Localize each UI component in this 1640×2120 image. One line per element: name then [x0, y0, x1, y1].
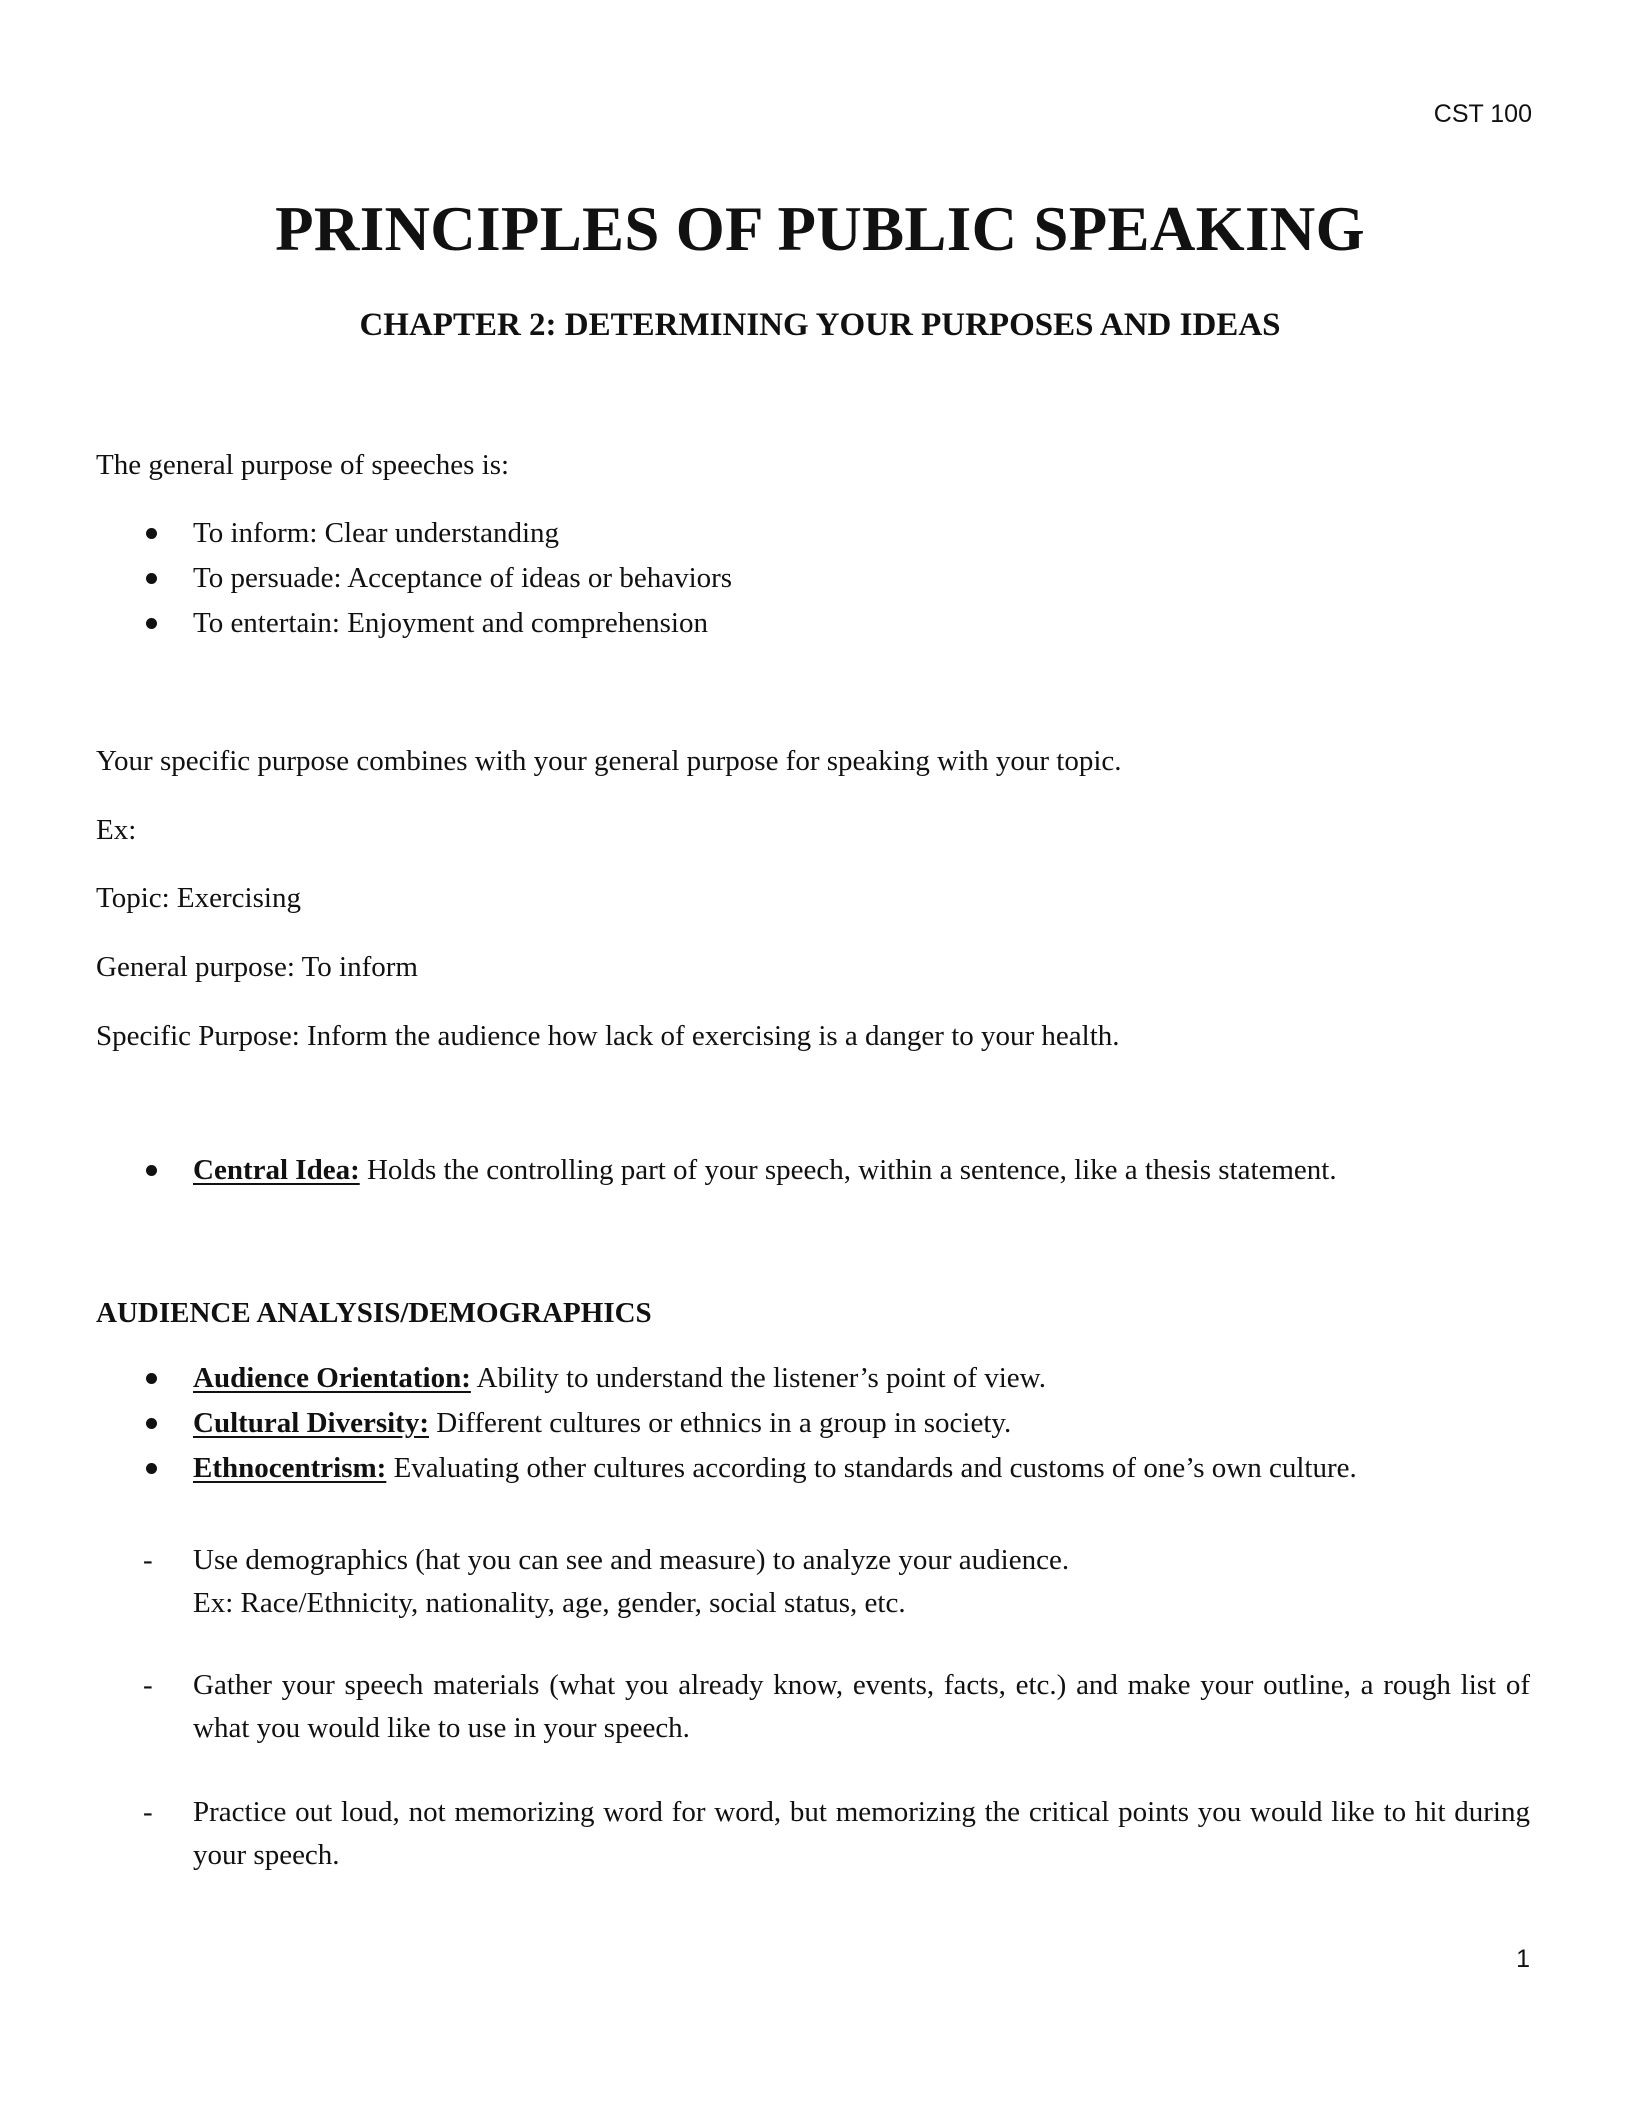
example-specific-purpose: Specific Purpose: Inform the audience how lack of exercising is a danger to your health.: [96, 1020, 1120, 1052]
term-definition: Holds the controlling part of your speech, within a sentence, like a thesis statement.: [359, 1154, 1337, 1186]
bullet-icon: [146, 1373, 157, 1384]
term-label: Ethnocentrism:: [193, 1452, 387, 1484]
bullet-icon: [146, 1165, 157, 1176]
list-item-text: To inform: Clear understanding: [193, 517, 560, 549]
page-number: 1: [1516, 1945, 1530, 1973]
bullet-icon: [146, 573, 157, 584]
list-item: [0, 556, 732, 601]
dash-icon: -: [143, 1544, 153, 1576]
dash-icon: -: [143, 1796, 153, 1828]
dash-item-text: Practice out loud, not memorizing word for word, but memorizing the critical points you would like to hit during your speech.: [193, 1796, 1530, 1871]
bullet-icon: [146, 528, 157, 539]
document-title: PRINCIPLES OF PUBLIC SPEAKING: [275, 194, 1365, 264]
bullet-icon: [146, 1463, 157, 1474]
term-label: Audience Orientation:: [193, 1362, 471, 1394]
example-general-purpose: General purpose: To inform: [96, 951, 418, 983]
list-item: [0, 511, 732, 556]
course-code: CST 100: [1433, 100, 1532, 128]
list-item: [0, 1148, 1337, 1193]
chapter-subtitle: CHAPTER 2: DETERMINING YOUR PURPOSES AND IDEAS: [359, 307, 1281, 343]
term-label: Central Idea:: [193, 1154, 360, 1186]
dash-item-line: Use demographics (hat you can see and measure) to analyze your audience.: [193, 1544, 1070, 1576]
specific-purpose-text: Your specific purpose combines with your general purpose for speaking with your topic.: [96, 745, 1122, 777]
dash-item-text: [193, 1539, 1530, 1625]
bullet-icon: [146, 618, 157, 629]
central-idea-list: [0, 1148, 1337, 1193]
list-item: [0, 601, 732, 646]
dash-item-line: Ex: Race/Ethnicity, nationality, age, gender, social status, etc.: [193, 1587, 906, 1619]
general-purpose-intro: The general purpose of speeches is:: [96, 449, 510, 481]
section-heading: AUDIENCE ANALYSIS/DEMOGRAPHICS: [96, 1297, 652, 1329]
bullet-icon: [146, 1418, 157, 1429]
example-label: Ex:: [96, 814, 137, 846]
term-definition: Evaluating other cultures according to standards and customs of one’s own culture.: [386, 1452, 1357, 1484]
dash-item-text: Gather your speech materials (what you already know, events, facts, etc.) and make your outline, a rough list of what you would like to use in your speech.: [193, 1669, 1530, 1744]
example-topic: Topic: Exercising: [96, 882, 301, 914]
term-definition: Different cultures or ethnics in a group in society.: [429, 1407, 1012, 1439]
audience-terms-list: [0, 1356, 1357, 1491]
term-label: Cultural Diversity:: [193, 1407, 429, 1439]
list-item: [0, 1356, 1357, 1401]
general-purpose-list: [0, 511, 732, 646]
list-item: [0, 1401, 1357, 1446]
dash-icon: -: [143, 1669, 153, 1701]
list-item: [0, 1446, 1357, 1491]
term-definition: Ability to understand the listener’s point of view.: [470, 1362, 1046, 1394]
list-item-text: To persuade: Acceptance of ideas or behaviors: [193, 562, 733, 594]
list-item-text: To entertain: Enjoyment and comprehension: [193, 607, 708, 639]
